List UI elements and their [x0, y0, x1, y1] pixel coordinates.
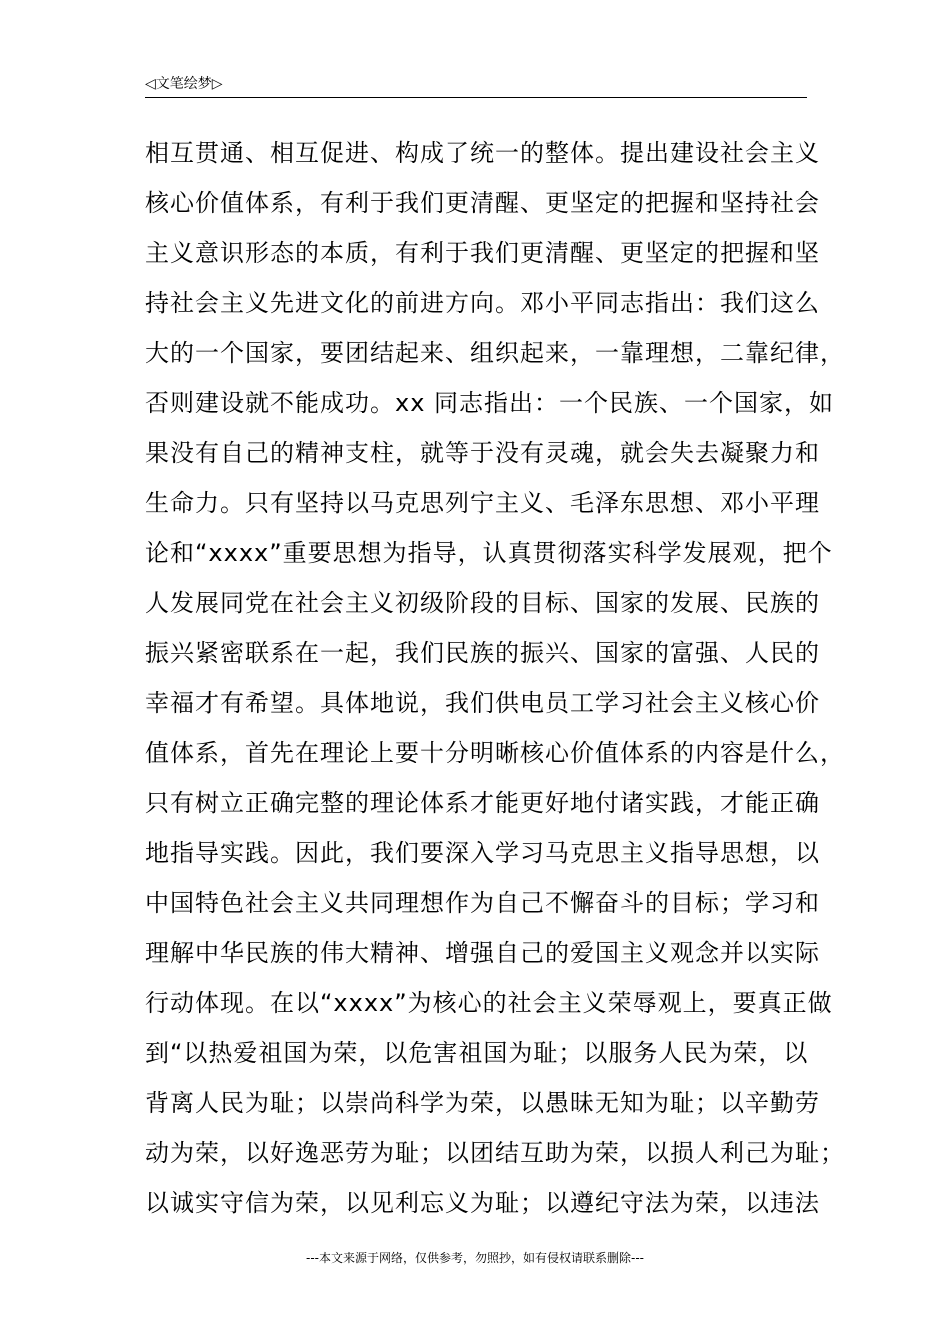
body-line: 背离人民为耻；以崇尚科学为荣，以愚昧无知为耻；以辛勤劳 [145, 1089, 820, 1117]
body-line: 到“以热爱祖国为荣，以危害祖国为耻；以服务人民为荣，以 [145, 1039, 809, 1067]
header-divider [145, 97, 807, 98]
body-line: 幸福才有希望。具体地说，我们供电员工学习社会主义核心价 [145, 689, 820, 717]
body-line: 值体系，首先在理论上要十分明晰核心价值体系的内容是什么， [145, 739, 845, 767]
body-line: 生命力。只有坚持以马克思列宁主义、毛泽东思想、邓小平理 [145, 489, 820, 517]
document-body [145, 128, 845, 1228]
body-line: 地指导实践。因此，我们要深入学习马克思主义指导思想，以 [145, 839, 820, 867]
body-line: 大的一个国家，要团结起来、组织起来，一靠理想，二靠纪律， [145, 339, 845, 367]
body-line: 只有树立正确完整的理论体系才能更好地付诸实践，才能正确 [145, 789, 820, 817]
page-footer: ---本文来源于网络，仅供参考，勿照抄，如有侵权请联系删除--- [306, 1251, 644, 1265]
body-line: 行动体现。在以“xxxx”为核心的社会主义荣辱观上，要真正做 [145, 989, 833, 1017]
body-line: 否则建设就不能成功。xx 同志指出：一个民族、一个国家，如 [145, 389, 835, 417]
body-line: 理解中华民族的伟大精神、增强自己的爱国主义观念并以实际 [145, 939, 820, 967]
body-line: 论和“xxxx”重要思想为指导，认真贯彻落实科学发展观，把个 [145, 539, 833, 567]
body-line: 果没有自己的精神支柱，就等于没有灵魂，就会失去凝聚力和 [145, 439, 820, 467]
body-line: 以诚实守信为荣，以见利忘义为耻；以遵纪守法为荣，以违法 [145, 1189, 820, 1217]
body-line: 动为荣，以好逸恶劳为耻；以团结互助为荣，以损人利己为耻； [145, 1139, 845, 1167]
body-line: 中国特色社会主义共同理想作为自己不懈奋斗的目标；学习和 [145, 889, 820, 917]
page-header [145, 72, 807, 98]
body-line: 主义意识形态的本质，有利于我们更清醒、更坚定的把握和坚 [145, 239, 820, 267]
body-line: 相互贯通、相互促进、构成了统一的整体。提出建设社会主义 [145, 139, 820, 167]
body-line: 振兴紧密联系在一起，我们民族的振兴、国家的富强、人民的 [145, 639, 820, 667]
body-line: 人发展同党在社会主义初级阶段的目标、国家的发展、民族的 [145, 589, 820, 617]
header-title: ◁文笔绘梦▷ [145, 76, 223, 92]
body-line: 核心价值体系，有利于我们更清醒、更坚定的把握和坚持社会 [145, 189, 820, 217]
body-line: 持社会主义先进文化的前进方向。邓小平同志指出：我们这么 [145, 289, 820, 317]
